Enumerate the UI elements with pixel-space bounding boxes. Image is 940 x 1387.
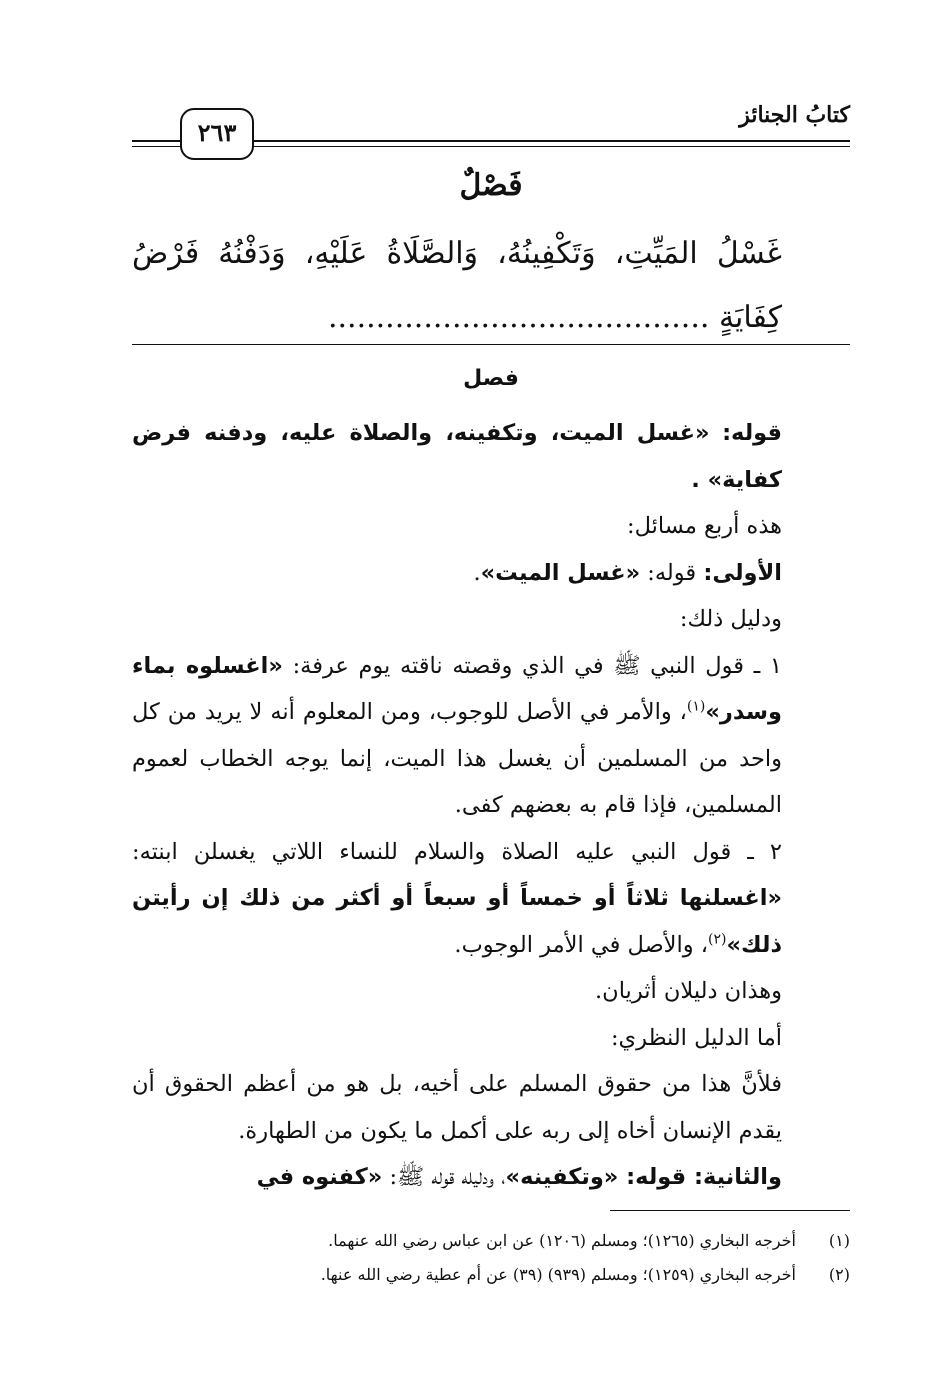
section-divider	[132, 344, 850, 345]
footnote-number: (٢)	[828, 1265, 850, 1284]
evidence-2-start: ٢ ـ قول النبي عليه الصلاة والسلام للنساء اللاتي يغسلن ابنته:	[132, 838, 782, 865]
evidence-1	[132, 643, 782, 829]
nazari-text: فلأنَّ هذا من حقوق المسلم على أخيه، بل هو من أعظم الحقوق أن يقدم الإنسان أخاه إلى ربه على أكمل ما يكون من الطهارة.	[132, 1071, 782, 1144]
masail-line: هذه أربع مسائل:	[627, 513, 782, 539]
sharh-body	[132, 410, 782, 1201]
footnote-ref-2[interactable]: (٢)	[708, 931, 727, 947]
footnote-divider	[610, 1210, 850, 1211]
footnote-text: أخرجه البخاري (١٢٦٥)؛ ومسلم (١٢٠٦) عن ابن عباس رضي الله عنهما.	[328, 1231, 796, 1250]
matn-dots: ........................................	[327, 300, 719, 335]
thaniya-line	[132, 1154, 782, 1201]
matn-text	[132, 222, 782, 350]
footnote-1	[132, 1224, 850, 1258]
footnote-text: أخرجه البخاري (١٢٥٩)؛ ومسلم (٩٣٩) (٣٩) عن أم عطية رضي الله عنها.	[320, 1265, 796, 1284]
page-number: ٢٦٣	[180, 108, 254, 160]
evidence-2-rest: ، والأصل في الأمر الوجوب.	[454, 931, 709, 958]
footnote-number: (١)	[828, 1231, 850, 1250]
sharh-heading: فصل	[463, 366, 519, 391]
ula-quote: «غسل الميت»	[480, 559, 641, 586]
dalil-intro: ودليل ذلك:	[679, 606, 782, 632]
ula-label: الأولى:	[703, 559, 782, 586]
footnotes	[132, 1224, 850, 1292]
ula-end: .	[473, 559, 481, 586]
evidence-2	[132, 829, 782, 969]
footnote-ref-1[interactable]: (١)	[686, 698, 706, 715]
nazari-label: أما الدليل النظري:	[610, 1024, 782, 1051]
matn-body: غَسْلُ المَيِّتِ، وَتَكْفِينُهُ، وَالصَّلَاةُ عَلَيْهِ، وَدَفْنُهُ فَرْضُ كِفَايَةٍ	[132, 236, 782, 335]
qawluh-line	[132, 410, 782, 503]
qawluh-label: قوله:	[722, 420, 782, 446]
page-header	[132, 100, 850, 160]
thaniya-quote: «كفنوه في	[256, 1164, 383, 1190]
ula-line	[132, 550, 782, 597]
evidence-2-quote: «اغسلنها ثلاثاً أو خمساً أو سبعاً أو أكثر من ذلك إن رأيتن ذلك»	[132, 885, 782, 958]
thaniya-text: ، ودليله قوله ﷺ:	[382, 1164, 506, 1190]
thaniya-label: والثانية: قوله: «وتكفينه»	[505, 1164, 782, 1190]
book-title: كتابُ الجنائز	[739, 102, 850, 128]
evidence-1-quote: «اغسلوه بماء وسدر»	[132, 652, 782, 725]
athari-line: وهذان دليلان أثريان.	[595, 978, 782, 1004]
evidence-1-rest: ، والأمر في الأصل للوجوب، ومن المعلوم أنه لا يريد من كل واحد من المسلمين أن يغسل هذا الميت، إنما يوجه الخطاب لعموم المسلمين، فإذا قام به بعضهم كفى.	[132, 699, 782, 818]
ula-text: قوله:	[640, 559, 704, 586]
footnote-2	[132, 1258, 850, 1292]
matn-heading: فَصْلٌ	[459, 168, 523, 203]
qawluh-quote: «غسل الميت، وتكفينه، والصلاة عليه، ودفنه فرض كفاية» .	[132, 420, 782, 493]
evidence-1-start: ١ ـ قول النبي ﷺ في الذي وقصته ناقته يوم عرفة:	[282, 652, 783, 679]
